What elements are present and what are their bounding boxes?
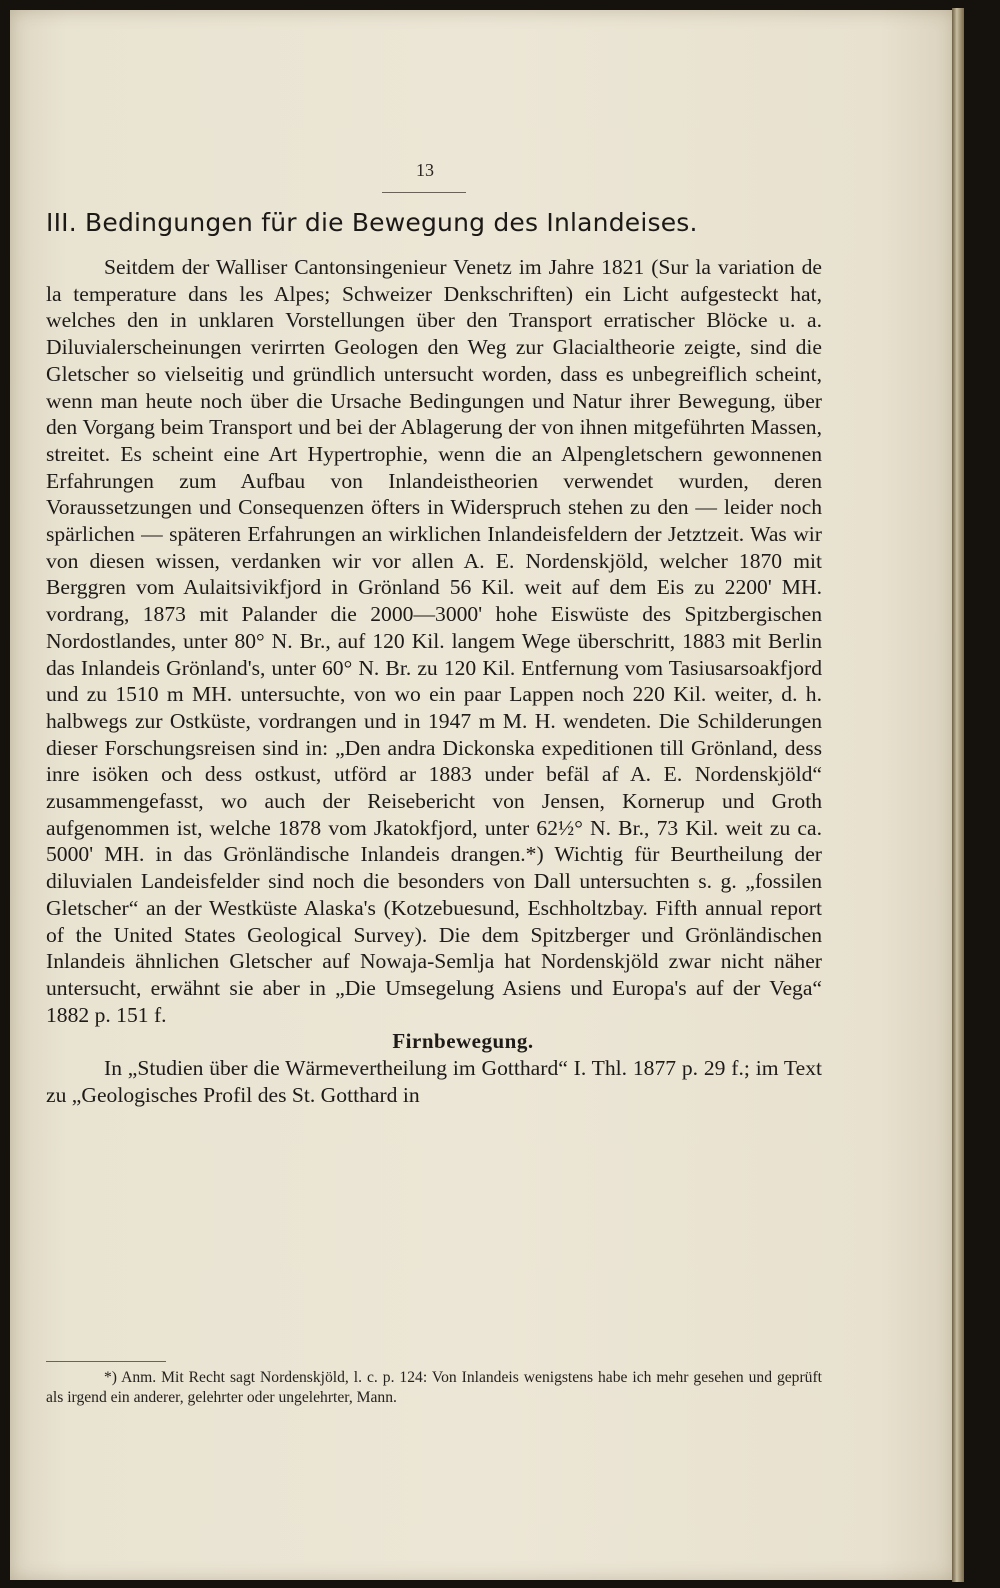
paragraph-2: In „Studien über die Wärmevertheilung im Gotthard“ I. Thl. 1877 p. 29 f.; im Text zu „Geologisches Profil des St. Gotthard in [46,1056,822,1107]
page-number: 13 [416,160,434,180]
page-edge [952,8,964,1582]
body-text [46,254,822,1109]
footnote: *) Anm. Mit Recht sagt Nordenskjöld, l. c. p. 124: Von Inlandeis wenigstens habe ich mehr gesehen und geprüft als irgend ein anderer, gelehrter oder ungelehrter, Mann. [46,1369,822,1406]
subheading-firnbewegung: Firnbewegung. [392,1029,534,1054]
page-number-rule [382,192,466,193]
section-heading: III. Bedingungen für die Bewegung des Inlandeises. [46,208,698,237]
footnote-rule [46,1361,166,1362]
paragraph-1: Seitdem der Walliser Cantonsingenieur Venetz im Jahre 1821 (Sur la variation de la temperature dans les Alpes; Schweizer Denkschriften) ein Licht aufgesteckt hat, welches den in unklaren Vorstellungen über den Transport erratischer Blöcke u. a. Diluvialerscheinungen verirrten Geologen den Weg zur Glacialtheorie zeigte, sind die Gletscher so vielseitig und gründlich untersucht worden, dass es unbegreiflich scheint, wenn man heute noch über die Ursache Bedingungen und Natur ihrer Bewegung, über den Vorgang beim Transport und bei der Ablagerung der von ihnen mitgeführten Massen, streitet. Es scheint eine Art Hypertrophie, wenn die an Alpengletschern gewonnenen Erfahrungen zum Aufbau von Inlandeistheorien verwendet wurden, deren Voraussetzungen und Consequenzen öfters in Widerspruch stehen zu den — leider noch spärlichen — späteren Erfahrungen an wirklichen Inlandeisfeldern der Jetztzeit. Was wir von diesen wissen, verdanken wir vor allen A. E. Nordenskjöld, welcher 1870 mit Berggren vom Aulaitsivikfjord in Grönland 56 Kil. weit auf dem Eis zu 2200' MH. vordrang, 1873 mit Palander die 2000—3000' hohe Eiswüste des Spitzbergischen Nordostlandes, unter 80° N. Br., auf 120 Kil. langem Wege überschritt, 1883 mit Berlin das Inlandeis Grönland's, unter 60° N. Br. zu 120 Kil. Entfernung vom Tasiusarsoakfjord und zu 1510 m MH. untersuchte, von wo ein paar Lappen noch 220 Kil. weiter, d. h. halbwegs zur Ostküste, vordrangen und in 1947 m M. H. wendeten. Die Schilderungen dieser Forschungsreisen sind in: „Den andra Dickonska expeditionen till Grönland, dess inre isöken och dess ostkust, utförd ar 1883 under befäl af A. E. Nordenskjöld“ zusammengefasst, wo auch der Reisebericht von Jensen, Kornerup und Groth aufgenommen ist, welche 1878 vom Jkatokfjord, unter 62½° N. Br., 73 Kil. weit zu ca. 5000' MH. in das Grönländische Inlandeis drangen.*) Wichtig für Beurtheilung der diluvialen Landeisfelder sind noch die besonders von Dall untersuchten s. g. „fossilen Gletscher“ an der Westküste Alaska's (Kotzebuesund, Eschholtzbay. Fifth annual report of the United States Geological Survey). Die dem Spitzberger und Grönländischen Inlandeis ähnlichen Gletscher auf Nowaja-Semlja hat Nordenskjöld zwar nicht näher untersucht, erwähnt sie aber in „Die Umsegelung Asiens und Europa's auf der Vega“ 1882 p. 151 f. [46,255,822,1027]
